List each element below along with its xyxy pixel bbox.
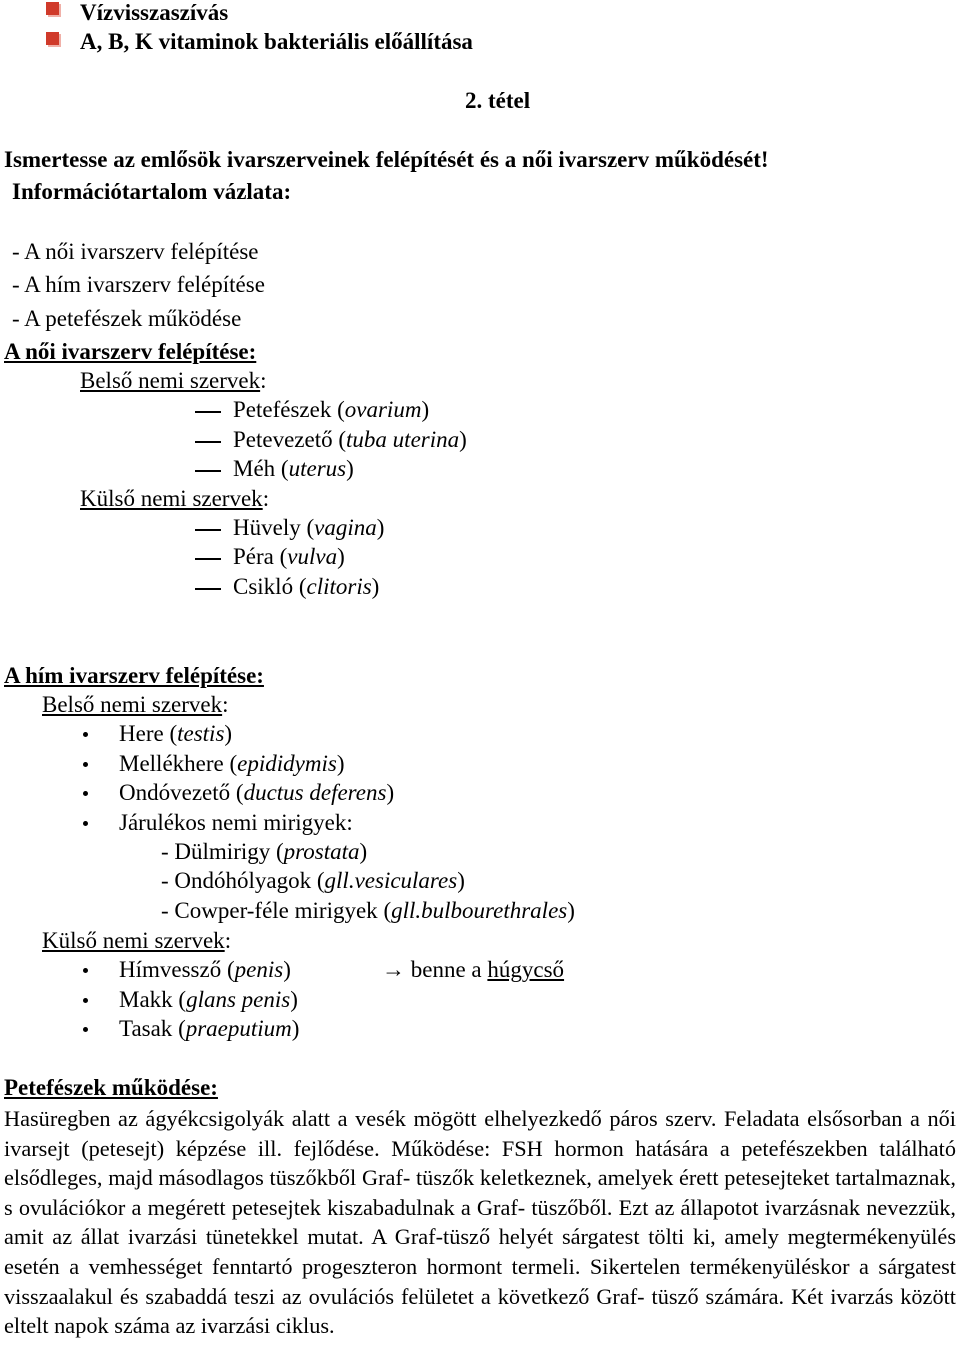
dot-bullet-icon — [83, 1027, 88, 1032]
gland-item: - Dülmirigy (prostata) — [161, 839, 368, 864]
gland-item: - Ondóhólyagok (gll.vesiculares) — [161, 868, 465, 893]
female-internal-item: Petefészek (ovarium) — [233, 397, 430, 422]
question-title: Ismertesse az emlősök ivarszerveinek felépítését és a női ivarszerv működését! — [4, 147, 769, 172]
female-external-label: Külső nemi szervek: — [80, 486, 270, 511]
ovary-paragraph: Hasüregben az ágyékcsigolyák alatt a vesék mögött elhelyezkedő páros szerv. Feladata elsősorban a női ivarsejt (petesejt) képzése ill. fejlődése. Működése: FSH hormon hatására a petefészekben található elsődleges, majd másodlagos tüszőkből Graf- tüszők keletkeznek, amelyek érett petesejteket tartalmaznak, s ovulációkor a megérett petesejtek kiszabadulnak a Graf- tüszőből. Ezt az állapotot ivarzásnak nevezzük, amit az állat ivarzási tünetekkel mutat. A Graf-tüsző helyét sárgatest tölti ki, amely megtermékenyülés esetén a vemhességet fenntartó progeszteron hormont termeli. Sikertelen termékenyüléskor a sárgatest visszaalakul és szabaddá teszi az ovulációs felületet a következő Graf- tüsző számára. Két ivarzás között eltelt napok száma az ivarzási ciklus. — [4, 1106, 956, 1339]
dash-bullet-icon — [195, 529, 221, 531]
dot-bullet-icon — [83, 998, 88, 1003]
dot-bullet-icon — [83, 821, 88, 826]
gland-item: - Cowper-féle mirigyek (gll.bulbourethrales) — [161, 898, 575, 923]
male-external-label: Külső nemi szervek: — [42, 928, 232, 953]
female-external-item: Csikló (clitoris) — [233, 574, 380, 599]
outline-item: - A hím ivarszerv felépítése — [12, 272, 265, 297]
female-external-item: Péra (vulva) — [233, 544, 345, 569]
top-bullet-text: A, B, K vitaminok bakteriális előállítása — [80, 29, 473, 54]
dot-bullet-icon — [83, 762, 88, 767]
male-external-item: Tasak (praeputium) — [119, 1016, 300, 1041]
outline-item: - A petefészek működése — [12, 306, 242, 331]
dash-bullet-icon — [195, 470, 221, 472]
male-heading: A hím ivarszerv felépítése: — [4, 663, 264, 688]
male-external-item: Makk (glans penis) — [119, 987, 298, 1012]
dash-bullet-icon — [195, 441, 221, 443]
outline-item: - A női ivarszerv felépítése — [12, 239, 259, 264]
red-square-bullet-icon — [46, 2, 59, 15]
dot-bullet-icon — [83, 968, 88, 973]
outline-heading: Információtartalom vázlata: — [12, 179, 292, 204]
male-internal-item: Járulékos nemi mirigyek: — [119, 810, 353, 835]
dash-bullet-icon — [195, 588, 221, 590]
male-external-item: Hímvessző (penis) — [119, 957, 291, 982]
section-number: 2. tétel — [465, 88, 531, 113]
dash-bullet-icon — [195, 558, 221, 560]
female-internal-item: Méh (uterus) — [233, 456, 354, 481]
ovary-heading: Petefészek működése: — [4, 1075, 218, 1100]
male-internal-item: Mellékhere (epididymis) — [119, 751, 345, 776]
male-internal-item: Ondóvezető (ductus deferens) — [119, 780, 395, 805]
male-internal-item: Here (testis) — [119, 721, 233, 746]
female-internal-item: Petevezető (tuba uterina) — [233, 427, 467, 452]
dot-bullet-icon — [83, 791, 88, 796]
female-internal-label: Belső nemi szervek: — [80, 368, 267, 393]
male-internal-label: Belső nemi szervek: — [42, 692, 229, 717]
female-external-item: Hüvely (vagina) — [233, 515, 385, 540]
dot-bullet-icon — [83, 732, 88, 737]
arrow-note: → benne a húgycső — [382, 957, 565, 982]
red-square-bullet-icon — [46, 32, 59, 45]
top-bullet-text: Vízvisszaszívás — [80, 0, 229, 25]
female-heading: A női ivarszerv felépítése: — [4, 339, 257, 364]
dash-bullet-icon — [195, 411, 221, 413]
